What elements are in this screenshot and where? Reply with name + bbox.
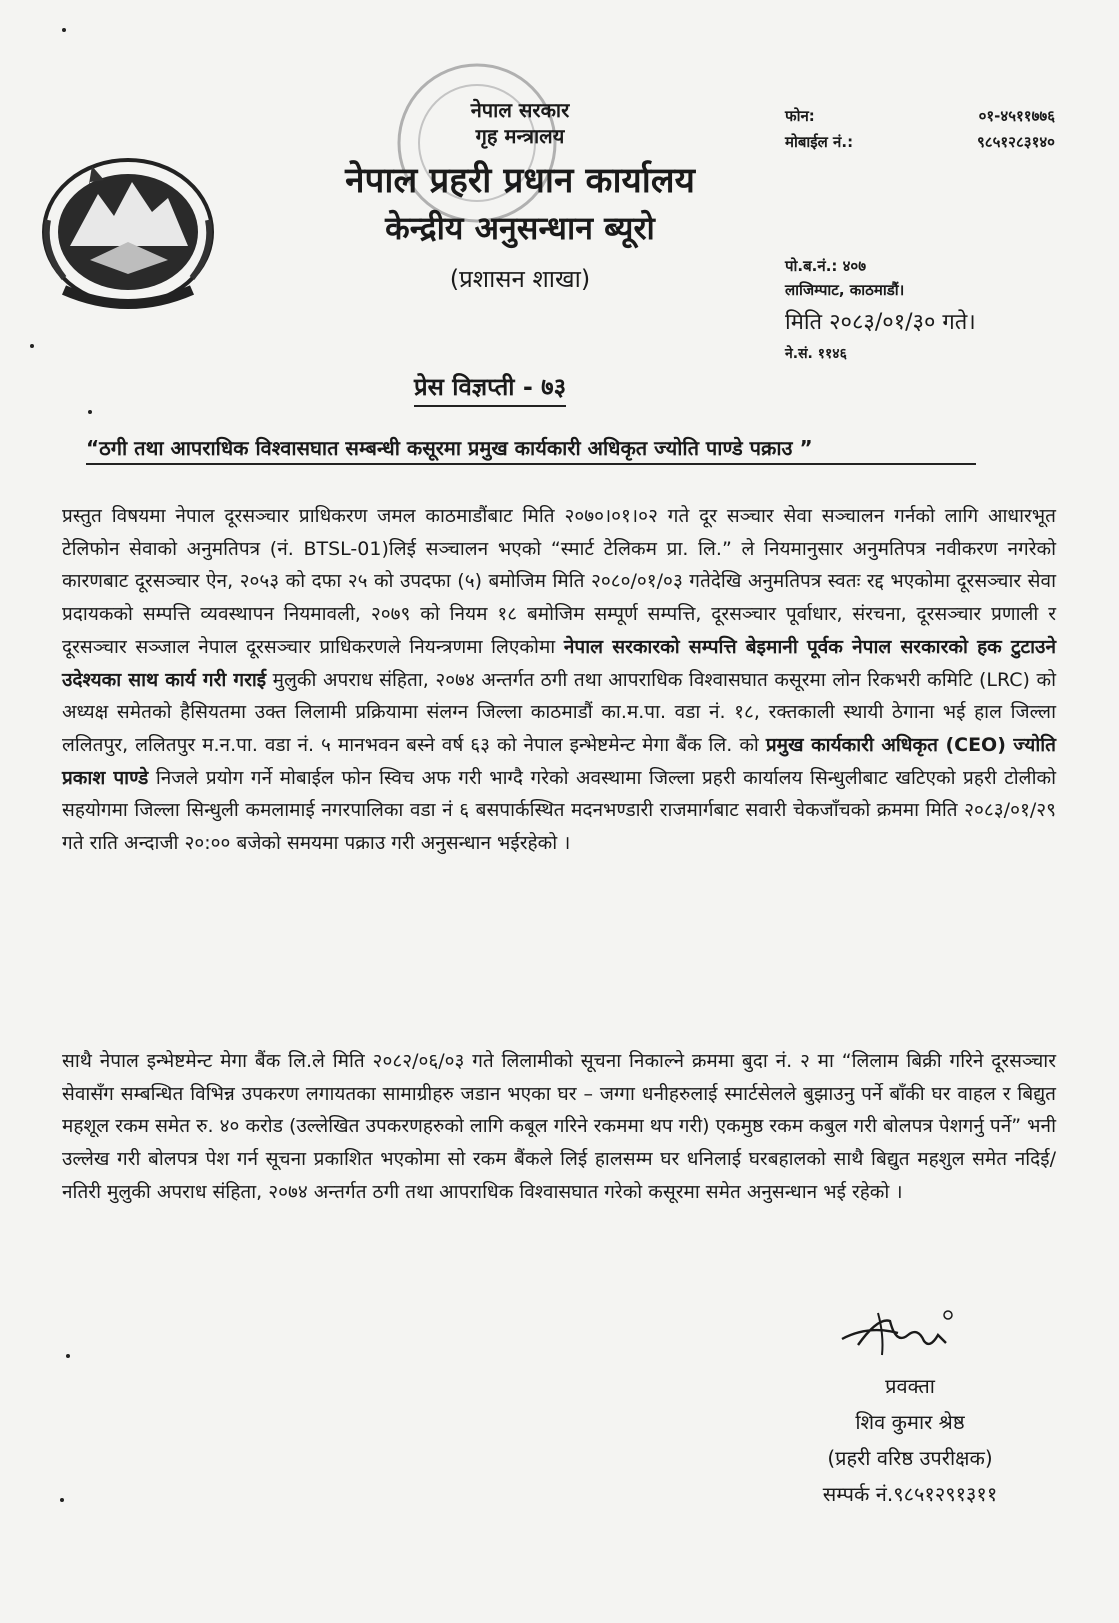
signatory-name: शिव कुमार श्रेष्ठ	[855, 1410, 965, 1434]
bureau-name: केन्द्रीय अनुसन्धान ब्यूरो	[385, 209, 655, 247]
scan-speck	[60, 1498, 64, 1502]
issue-date: मिति २०८३/०१/३० गते।	[785, 310, 976, 335]
scan-speck	[88, 410, 92, 414]
po-box: पो.ब.नं.: ४०७	[785, 257, 867, 275]
mobile-value: ९८५१२८३१४०	[976, 133, 1055, 151]
signatory-rank: (प्रहरी वरिष्ठ उपरीक्षक)	[827, 1446, 993, 1470]
branch-name: (प्रशासन शाखा)	[449, 265, 591, 293]
p1-text-b: मुलुकी अपराध संहिता, २०७४ अन्तर्गत ठगी तथा आपराधिक विश्वासघात कसूरमा लोन रिकभरी कमिटि (LRC) को अध्यक्ष समेतको हैसियतमा उक्त लिलामी प्रक्रियामा संलग्न जिल्ला काठमाडौं का.म.पा. वडा नं. १८, रक्तकाली स्थायी ठेगाना भई हाल जिल्ला ललितपुर, ललितपुर म.न.पा. वडा नं. ५ मानभवन बस्ने वर्ष ६३ को नेपाल इन्भेष्टमेन्ट मेगा बैंक लि. को	[62, 668, 1056, 756]
office-name: नेपाल प्रहरी प्रधान कार्यालय	[345, 161, 695, 201]
phone-value: ०१-४५११७७६	[978, 107, 1055, 125]
p1-text-c: निजले प्रयोग गर्ने मोबाईल फोन स्विच अफ गरी भाग्दै गरेको अवस्थामा जिल्ला प्रहरी कार्यालय सिन्धुलीबाट खटिएको प्रहरी टोलीको सहयोगमा जिल्ला सिन्धुली कमलामाई नगरपालिका वडा नं ६ बसपार्कस्थित मदनभण्डारी राजमार्गबाट सवारी चेकजाँचको क्रममा मिति २०८३/०१/२९ गते राति अन्दाजी २०:०० बजेको समयमा पक्राउ गरी अनुसन्धान भईरहेको ।	[62, 766, 1057, 855]
p1-bold-a: नेपाल सरकारको सम्पत्ति बेइमानी पूर्वक नेपाल सरकारको हक टुटाउने उदेश्यका साथ कार्य गरी गराई	[62, 635, 1057, 691]
signatory-role: प्रवक्ता	[885, 1374, 935, 1398]
mobile-row	[785, 132, 1055, 152]
scan-speck	[30, 344, 34, 348]
address: लाजिम्पाट, काठमाडौं।	[785, 281, 905, 299]
nepal-emblem	[28, 150, 228, 310]
signatory-contact: सम्पर्क नं.९८५१२९१३११	[822, 1482, 998, 1506]
signature	[838, 1305, 958, 1365]
body-paragraph-2: साथै नेपाल इन्भेष्टमेन्ट मेगा बैंक लि.ले मिति २०८२/०६/०३ गते लिलामीको सूचना निकाल्ने क्रममा बुदा नं. २ मा “लिलाम बिक्री गरिने दूरसञ्चार सेवासँग सम्बन्धित विभिन्न उपकरण लगायतका सामाग्रीहरु जडान भएका घर – जग्गा धनीहरुलाई स्मार्टसेलले बुझाउनु पर्ने बाँकी घर वाहल र बिद्युत महशूल रकम समेत रु. ४० करोड (उल्लेखित उपकरणहरुको लागि कबूल गरिने रकममा थप गरी) एकमुष्ठ रकम कबुल गरी बोलपत्र पेशगर्नु पर्ने” भनी उल्लेख गरी बोलपत्र पेश गर्न सूचना प्रकाशित भएकोमा सो रकम बैंकले लिई हालसम्म घर धनिलाई घरबहालको साथै बिद्युत महशुल समेत नदिई/नतिरी मुलुकी अपराध संहिता, २०७४ अन्तर्गत ठगी तथा आपराधिक विश्वासघात गरेको कसूरमा समेत अनुसन्धान भई रहेको ।	[62, 1050, 1056, 1203]
scan-speck	[66, 1354, 70, 1358]
p1-bold-b: प्रमुख कार्यकारी अधिकृत (CEO) ज्योति प्रकाश पाण्डे	[62, 733, 1056, 789]
phone-row	[785, 106, 1055, 126]
mobile-label: मोबाईल नं.:	[785, 133, 854, 151]
scan-speck	[62, 28, 66, 32]
headline: “ठगी तथा आपराधिक विश्वासघात सम्बन्धी कसूरमा प्रमुख कार्यकारी अधिकृत ज्योति पाण्डे पक्राउ ”	[86, 434, 976, 465]
p1-text-a: प्रस्तुत विषयमा नेपाल दूरसञ्चार प्राधिकरण जमल काठमाडौंबाट मिति २०७०।०१।०२ गते दूर सञ्चार सेवा सञ्चालन गर्नको लागि आधारभूत टेलिफोन सेवाको अनुमतिपत्र (नं. BTSL-01)लिई सञ्चालन भएको “स्मार्ट टेलिकम प्रा. लि.” ले नियमानुसार अनुमतिपत्र नवीकरण नगरेको कारणबाट दूरसञ्चार ऐन, २०५३ को दफा २५ को उपदफा (५) बमोजिम मिति २०८०/०१/०३ गतेदेखि अनुमतिपत्र स्वतः रद्द भएकोमा दूरसञ्चार सेवा प्रदायकको सम्पत्ति व्यवस्थापन नियमावली, २०७९ को नियम १८ बमोजिम सम्पूर्ण सम्पत्ति, दूरसञ्चार पूर्वाधार, संरचना, दूरसञ्चार प्रणाली र दूरसञ्चार सञ्जाल नेपाल दूरसञ्चार प्राधिकरणले नियन्त्रणमा लिएकोमा	[62, 505, 1056, 658]
ministry-name: गृह मन्त्रालय	[475, 124, 565, 148]
government-name: नेपाल सरकार	[470, 98, 570, 122]
nepal-samvat: ने.सं. ११४६	[785, 346, 847, 362]
press-release-title: प्रेस विज्ञप्ती - ७३	[414, 370, 566, 407]
body-paragraph-1	[62, 500, 1056, 860]
phone-label: फोन:	[785, 107, 815, 125]
